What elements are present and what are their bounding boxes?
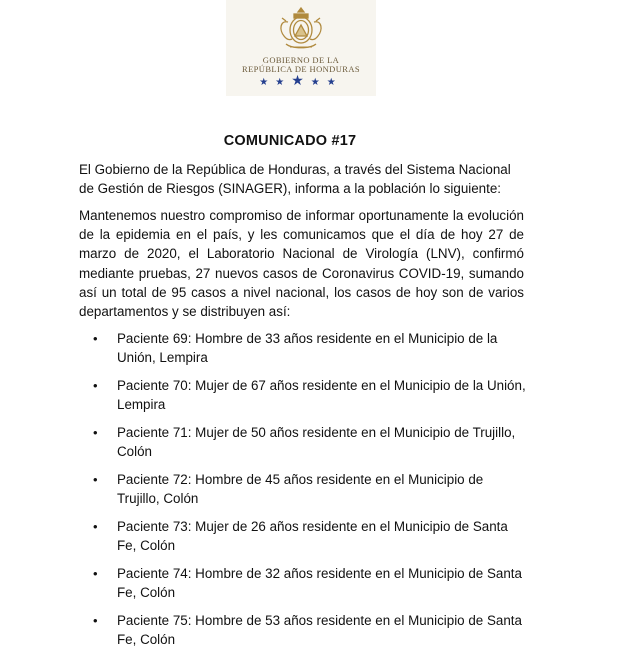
patient-text: Paciente 69: Hombre de 33 años residente en el Municipio de la Unión, Lempira (117, 331, 498, 366)
list-item (79, 376, 529, 414)
patient-text: Paciente 74: Hombre de 32 años residente en el Municipio de Santa Fe, Colón (117, 566, 522, 601)
patient-list (79, 329, 529, 658)
patient-text: Paciente 71: Mujer de 50 años residente en el Municipio de Trujillo, Colón (117, 425, 516, 460)
bullet-icon: • (93, 425, 98, 440)
patient-text: Paciente 72: Hombre de 45 años residente en el Municipio de Trujillo, Colón (117, 472, 484, 507)
stars-row (226, 73, 376, 89)
patient-text: Paciente 75: Hombre de 53 años residente en el Municipio de Santa Fe, Colón (117, 613, 522, 648)
list-item (79, 423, 529, 461)
list-item (79, 611, 529, 649)
patient-text: Paciente 73: Mujer de 26 años residente en el Municipio de Santa Fe, Colón (117, 519, 508, 554)
body-paragraph: Mantenemos nuestro compromiso de informar oportunamente la evolución de la epidemia en el país, y les comunicamos que el día de hoy 27 de marzo de 2020, el Laboratorio Nacional de Virología (LNV), confirmó mediante pruebas, 27 nuevos casos de Coronavirus COVID-19, sumando así un total de 95 casos a nivel nacional, los casos de hoy son de varios departamentos y se distribuyen así: (79, 208, 524, 320)
list-item (79, 329, 529, 367)
list-item (79, 517, 529, 555)
star-icon: ★ (275, 77, 292, 88)
star-icon: ★ (326, 77, 343, 88)
document-title: COMUNICADO #17 (223, 133, 357, 149)
star-icon: ★ (259, 77, 276, 88)
bullet-icon: • (93, 613, 98, 628)
letterhead (226, 0, 376, 96)
bullet-icon: • (93, 378, 98, 393)
government-line-1: GOBIERNO DE LA (262, 55, 340, 65)
star-icon: ★ (291, 73, 311, 89)
honduras-coat-of-arms-icon (274, 6, 328, 52)
patient-text: Paciente 70: Mujer de 67 años residente en el Municipio de la Unión, Lempira (117, 378, 526, 413)
bullet-icon: • (93, 519, 98, 534)
government-line-2: REPÚBLICA DE HONDURAS (242, 64, 360, 74)
star-icon: ★ (310, 77, 327, 88)
bullet-icon: • (93, 331, 98, 346)
list-item (79, 564, 529, 602)
bullet-icon: • (93, 566, 98, 581)
list-item (79, 470, 529, 508)
intro-paragraph: El Gobierno de la República de Honduras, a través del Sistema Nacional de Gestión de Riesgos (SINAGER), informa a la población lo siguiente: (79, 162, 511, 197)
bullet-icon: • (93, 472, 98, 487)
